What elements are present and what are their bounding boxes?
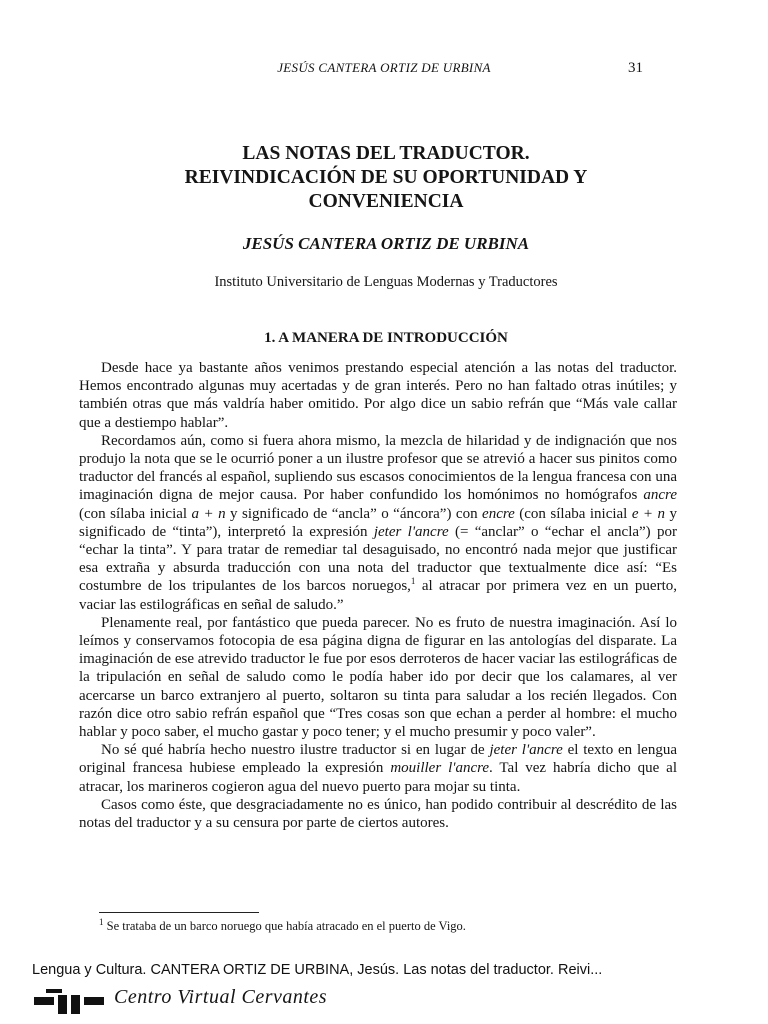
- text-run: No sé qué habría hecho nuestro ilustre traductor si en lugar de: [101, 742, 490, 759]
- paragraph-2: [79, 432, 677, 614]
- footnote-text: Se trataba de un barco noruego que había atracado en el puerto de Vigo.: [103, 919, 466, 933]
- title-line-3: CONVENIENCIA: [308, 191, 464, 212]
- text-run: (con sílaba inicial: [514, 505, 632, 522]
- article-author: JESÚS CANTERA ORTIZ DE URBINA: [242, 234, 530, 253]
- article-body: [79, 359, 677, 832]
- section-heading: 1. A MANERA DE INTRODUCCIÓN: [264, 330, 508, 346]
- footnote-reference[interactable]: 1: [410, 576, 416, 587]
- footnote-divider: [99, 912, 259, 913]
- footnote-mark: 1: [99, 916, 104, 927]
- text-run: (= “anclar” o “echar el ancla”) por “echar la tinta”. Y para tratar de remediar tal desaguisado, no encontró nada mejor que justificar esa extraña y absurda traducción con una nota del traductor que textualmente dice así: “Es costumbre de los tripulantes de los barcos noruegos,: [79, 523, 677, 595]
- footnote: [99, 916, 679, 934]
- cvc-logo-icon: [32, 988, 106, 1014]
- paragraph-5: Casos como éste, que desgraciadamente no es único, han podido contribuir al descrédito de las notas del traductor y a su censura por parte de ciertos autores.: [79, 796, 677, 832]
- italic-term: ancre: [643, 487, 677, 504]
- paragraph-3: Plenamente real, por fantástico que pueda parecer. No es fruto de nuestra imaginación. Así lo leímos y conservamos fotocopia de esa página digna de figurar en las antologías del disparate. La imaginación de ese atrevido traductor le fue por esos derroteros de hacer vaciar las estilográficas de la tripulación en señal de saludo como le podía haber ido por decir que los calamares, al ver acercarse un barco extranjero al puerto, soltaron su tinta para saludar a los recién llegados. Con razón dice otro sabio refrán español que “Tres cosas son que echan a perder al hombre: el mucho hablar y poco saber, el mucho gastar y poco tener; y el mucho presumir y poco valer”.: [79, 614, 677, 741]
- italic-term: mouiller l'ancre: [390, 760, 490, 777]
- text-run: (con sílaba inicial: [79, 505, 192, 522]
- italic-term: a + n: [191, 505, 226, 522]
- italic-term: e + n: [631, 505, 666, 522]
- page-number: 31: [628, 60, 643, 76]
- paragraph-4: [79, 741, 677, 796]
- cvc-brand-name: Centro Virtual Cervantes: [114, 986, 328, 1008]
- text-run: y significado de “ancla” o “áncora”) con: [225, 505, 483, 522]
- author-affiliation: Instituto Universitario de Lenguas Modernas y Traductores: [214, 274, 558, 290]
- text-run: Recordamos aún, como si fuera ahora mismo, la mezcla de hilaridad y de indignación que nos produjo la nota que se le ocurrió poner a un ilustre profesor que se atrevió a hacer sus pinitos como traductor del francés al español, supliendo sus escasos conocimientos de la lengua francesa con una imaginación digna de mejor causa. Por haber confundido los homónimos no homógrafos: [79, 432, 677, 504]
- title-line-2: REIVINDICACIÓN DE SU OPORTUNIDAD Y: [184, 167, 588, 188]
- article-title: [90, 142, 682, 214]
- cvc-brand[interactable]: [32, 986, 392, 1016]
- running-author: JESÚS CANTERA ORTIZ DE URBINA: [277, 60, 491, 75]
- text-run: . Tal vez habría dicho que al atracar, los marineros cogieron agua del nuevo puerto para mojar su tinta.: [79, 760, 677, 795]
- italic-term: jeter l'ancre: [373, 523, 449, 540]
- text-run: el texto en lengua original francesa hubiese empleado la expresión: [79, 742, 677, 777]
- paragraph-1: Desde hace ya bastante años venimos prestando especial atención a las notas del traductor. Hemos encontrado algunas muy acertadas y de gran interés. Pero no han faltado otras inútiles; y también otras que más valdría haber omitido. Por algo dice un sabio refrán que “Más vale callar que a destiempo hablar”.: [79, 360, 677, 431]
- italic-term: jeter l'ancre: [489, 742, 563, 759]
- title-line-1: LAS NOTAS DEL TRADUCTOR.: [242, 143, 530, 164]
- text-run: y significado de “tinta”), interpretó la expresión: [79, 505, 677, 540]
- text-run: al atracar por primera vez en un puerto, vaciar las estilográficas en señal de saludo.”: [79, 578, 677, 613]
- italic-term: encre: [482, 505, 515, 522]
- citation-link[interactable]: Lengua y Cultura. CANTERA ORTIZ DE URBINA, Jesús. Las notas del traductor. Reivi...: [32, 962, 603, 978]
- running-header: [0, 60, 768, 80]
